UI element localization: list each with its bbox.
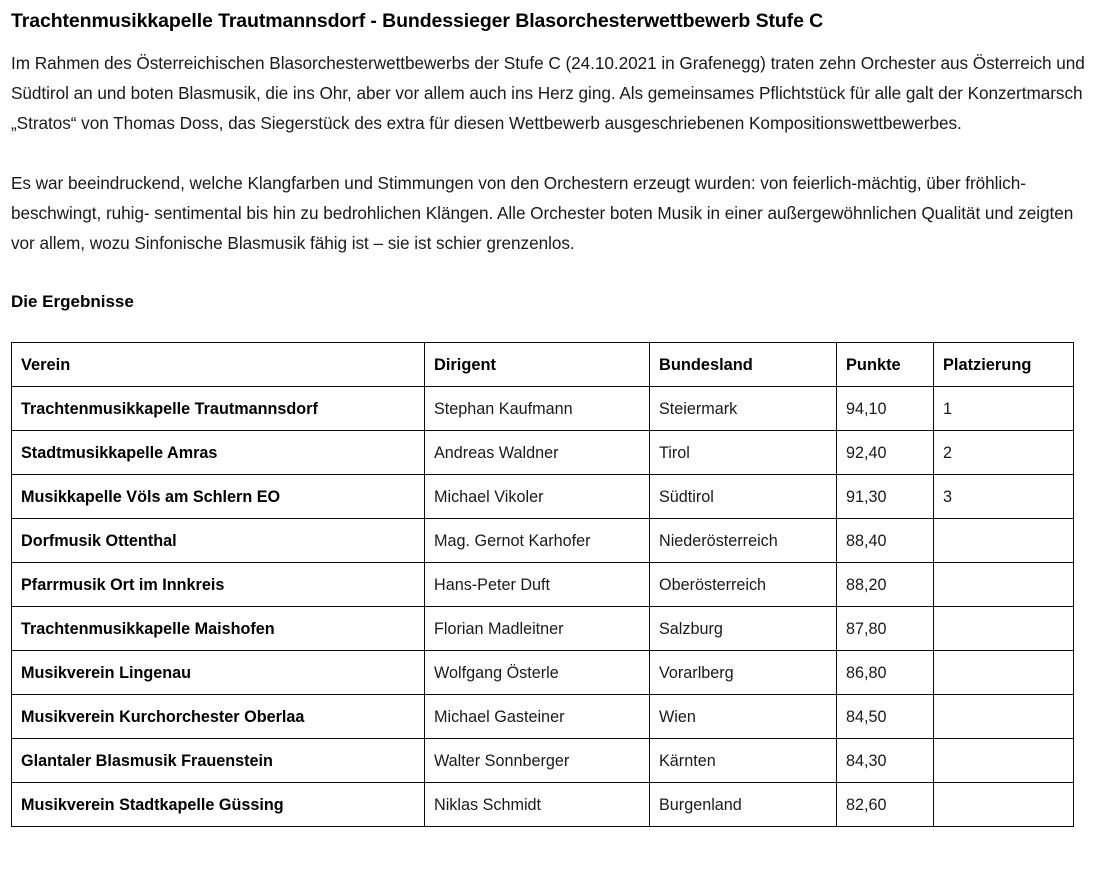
cell-platzierung — [934, 651, 1074, 695]
column-header-platzierung: Platzierung — [934, 343, 1074, 387]
page-title: Trachtenmusikkapelle Trautmannsdorf - Bundessieger Blasorchesterwettbewerb Stufe C — [11, 10, 824, 32]
table-row — [12, 695, 1074, 739]
cell-verein: Musikverein Lingenau — [12, 651, 425, 695]
cell-dirigent: Andreas Waldner — [425, 431, 650, 475]
cell-dirigent: Michael Gasteiner — [425, 695, 650, 739]
cell-dirigent: Wolfgang Österle — [425, 651, 650, 695]
cell-verein: Trachtenmusikkapelle Trautmannsdorf — [12, 387, 425, 431]
cell-verein: Pfarrmusik Ort im Innkreis — [12, 563, 425, 607]
table-row — [12, 431, 1074, 475]
cell-bundesland: Burgenland — [650, 783, 837, 827]
cell-dirigent: Stephan Kaufmann — [425, 387, 650, 431]
cell-platzierung — [934, 563, 1074, 607]
impressions-paragraph: Es war beeindruckend, welche Klangfarben und Stimmungen von den Orchestern erzeugt wurden: von feierlich-mächtig, über fröhlich-beschwingt, ruhig- sentimental bis hin zu bedrohlichen Klängen. Alle Orchester boten Musik in einer außergewöhnlichen Qualität und zeigten vor allem, wozu Sinfonische Blasmusik fähig ist – sie ist schier grenzenlos. — [11, 173, 1074, 253]
cell-platzierung: 3 — [934, 475, 1074, 519]
cell-platzierung — [934, 607, 1074, 651]
cell-verein: Glantaler Blasmusik Frauenstein — [12, 739, 425, 783]
cell-platzierung — [934, 783, 1074, 827]
table-header — [12, 343, 1074, 387]
cell-punkte: 92,40 — [837, 431, 934, 475]
cell-verein: Musikverein Stadtkapelle Güssing — [12, 783, 425, 827]
table-row — [12, 607, 1074, 651]
cell-bundesland: Südtirol — [650, 475, 837, 519]
cell-punkte: 84,30 — [837, 739, 934, 783]
cell-punkte: 88,20 — [837, 563, 934, 607]
cell-punkte: 84,50 — [837, 695, 934, 739]
cell-platzierung — [934, 739, 1074, 783]
cell-bundesland: Tirol — [650, 431, 837, 475]
cell-verein: Trachtenmusikkapelle Maishofen — [12, 607, 425, 651]
cell-platzierung — [934, 695, 1074, 739]
table-row — [12, 519, 1074, 563]
table-row — [12, 387, 1074, 431]
cell-bundesland: Kärnten — [650, 739, 837, 783]
table-row — [12, 475, 1074, 519]
table-row — [12, 563, 1074, 607]
cell-punkte: 87,80 — [837, 607, 934, 651]
cell-bundesland: Vorarlberg — [650, 651, 837, 695]
results-table — [11, 342, 1074, 827]
table-header-row — [12, 343, 1074, 387]
results-heading: Die Ergebnisse — [11, 292, 134, 311]
cell-bundesland: Salzburg — [650, 607, 837, 651]
cell-dirigent: Mag. Gernot Karhofer — [425, 519, 650, 563]
cell-punkte: 91,30 — [837, 475, 934, 519]
cell-punkte: 94,10 — [837, 387, 934, 431]
cell-bundesland: Steiermark — [650, 387, 837, 431]
column-header-verein: Verein — [12, 343, 425, 387]
cell-bundesland: Niederösterreich — [650, 519, 837, 563]
column-header-dirigent: Dirigent — [425, 343, 650, 387]
cell-dirigent: Florian Madleitner — [425, 607, 650, 651]
cell-dirigent: Michael Vikoler — [425, 475, 650, 519]
cell-platzierung: 1 — [934, 387, 1074, 431]
cell-verein: Musikkapelle Völs am Schlern EO — [12, 475, 425, 519]
column-header-bundesland: Bundesland — [650, 343, 837, 387]
column-header-punkte: Punkte — [837, 343, 934, 387]
cell-verein: Dorfmusik Ottenthal — [12, 519, 425, 563]
cell-dirigent: Walter Sonnberger — [425, 739, 650, 783]
cell-punkte: 86,80 — [837, 651, 934, 695]
cell-dirigent: Niklas Schmidt — [425, 783, 650, 827]
cell-verein: Stadtmusikkapelle Amras — [12, 431, 425, 475]
cell-dirigent: Hans-Peter Duft — [425, 563, 650, 607]
cell-verein: Musikverein Kurchorchester Oberlaa — [12, 695, 425, 739]
results-table-container — [11, 314, 1086, 827]
cell-bundesland: Oberösterreich — [650, 563, 837, 607]
cell-punkte: 82,60 — [837, 783, 934, 827]
cell-punkte: 88,40 — [837, 519, 934, 563]
table-row — [12, 739, 1074, 783]
table-row — [12, 651, 1074, 695]
cell-platzierung — [934, 519, 1074, 563]
table-row — [12, 783, 1074, 827]
table-body — [12, 387, 1074, 827]
intro-paragraph: Im Rahmen des Österreichischen Blasorchesterwettbewerbs der Stufe C (24.10.2021 in Grafenegg) traten zehn Orchester aus Österreich und Südtirol an und boten Blasmusik, die ins Ohr, aber vor allem auch ins Herz ging. Als gemeinsames Pflichtstück für alle galt der Konzertmarsch „Stratos“ von Thomas Doss, das Siegerstück des extra für diesen Wettbewerb ausgeschriebenen Kompositionswettbewerbes. — [11, 53, 1085, 133]
cell-platzierung: 2 — [934, 431, 1074, 475]
cell-bundesland: Wien — [650, 695, 837, 739]
